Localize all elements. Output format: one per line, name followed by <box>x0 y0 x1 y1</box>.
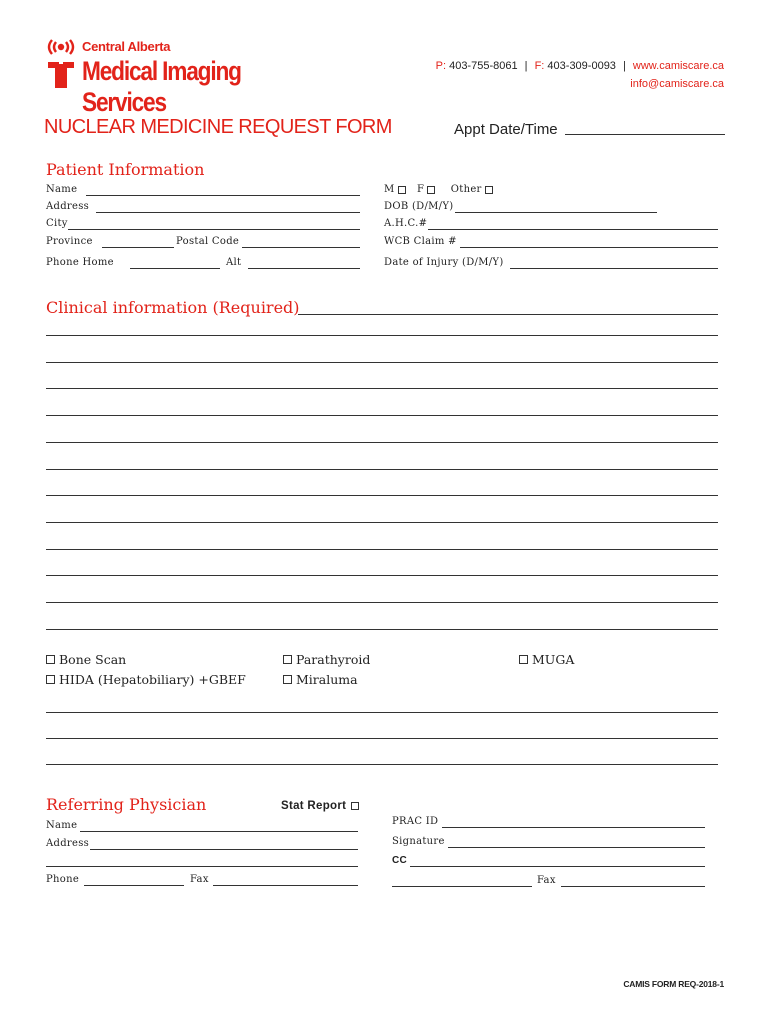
hida-label: HIDA (Hepatobiliary) +GBEF <box>59 672 246 687</box>
clinical-field-line[interactable] <box>46 469 718 470</box>
prac-id-label: PRAC ID <box>392 816 439 827</box>
logo-top-text: Central Alberta <box>82 39 171 54</box>
bone-scan-checkbox[interactable] <box>46 655 55 664</box>
wcb-label: WCB Claim # <box>384 236 457 247</box>
exam-muga[interactable] <box>519 652 574 667</box>
fax-label: F: <box>534 60 545 72</box>
sex-m-checkbox[interactable] <box>398 186 406 194</box>
website-link[interactable]: www.camiscare.ca <box>632 60 724 72</box>
logo-signal-icon <box>44 38 78 56</box>
ahc-field[interactable] <box>428 229 718 230</box>
muga-label: MUGA <box>532 652 575 667</box>
sex-options <box>384 184 493 195</box>
physician-address-label: Address <box>46 838 90 849</box>
patient-alt-label: Alt <box>226 257 242 268</box>
logo-main-text: Medical Imaging Services <box>82 56 241 117</box>
wcb-field[interactable] <box>460 247 718 248</box>
cc-extra-field[interactable] <box>392 886 532 887</box>
physician-fax-field[interactable] <box>213 885 358 886</box>
bone-scan-label: Bone Scan <box>59 652 127 667</box>
separator-1: | <box>524 60 528 72</box>
clinical-section-title: Clinical information (Required) <box>46 298 300 317</box>
patient-province-label: Province <box>46 236 93 247</box>
patient-phone-home-field[interactable] <box>130 268 220 269</box>
sex-other-label: Other <box>450 184 482 195</box>
cc-field[interactable] <box>410 866 705 867</box>
ahc-label: A.H.C.# <box>384 218 428 229</box>
muga-checkbox[interactable] <box>519 655 528 664</box>
sex-other-checkbox[interactable] <box>485 186 493 194</box>
appt-field[interactable] <box>565 134 725 135</box>
patient-city-label: City <box>46 218 68 229</box>
fax-number: 403-309-0093 <box>547 60 616 72</box>
miraluma-checkbox[interactable] <box>283 675 292 684</box>
logo <box>44 38 304 117</box>
dob-label: DOB (D/M/Y) <box>384 201 454 212</box>
clinical-field-line[interactable] <box>46 388 718 389</box>
signature-field[interactable] <box>448 847 705 848</box>
cc-label: CC <box>392 855 408 866</box>
patient-alt-field[interactable] <box>248 268 360 269</box>
physician-address-field[interactable] <box>90 849 358 850</box>
exam-notes-line[interactable] <box>46 738 718 739</box>
exam-hida[interactable] <box>46 672 246 687</box>
patient-section-title: Patient Information <box>46 160 205 179</box>
injury-field[interactable] <box>510 268 718 269</box>
hida-checkbox[interactable] <box>46 675 55 684</box>
clinical-field-line[interactable] <box>46 362 718 363</box>
exam-bone-scan[interactable] <box>46 652 126 667</box>
patient-phone-home-label: Phone Home <box>46 257 114 268</box>
phone-number: 403-755-8061 <box>449 60 518 72</box>
clinical-field-line[interactable] <box>46 335 718 336</box>
exam-parathyroid[interactable] <box>283 652 370 667</box>
exam-notes-line[interactable] <box>46 712 718 713</box>
prac-id-field[interactable] <box>442 827 705 828</box>
physician-phone-field[interactable] <box>84 885 184 886</box>
cc-fax-field[interactable] <box>561 886 705 887</box>
exam-notes-line[interactable] <box>46 764 718 765</box>
clinical-field-line[interactable] <box>46 522 718 523</box>
stat-report-checkbox[interactable] <box>351 802 359 810</box>
patient-address-field[interactable] <box>96 212 360 213</box>
appt-label: Appt Date/Time <box>454 121 558 138</box>
physician-address-field-2[interactable] <box>46 866 358 867</box>
physician-section-title: Referring Physician <box>46 795 207 814</box>
sex-m-label: M <box>384 184 395 195</box>
clinical-field-line[interactable] <box>46 495 718 496</box>
patient-postal-label: Postal Code <box>176 236 240 247</box>
cc-fax-label: Fax <box>537 875 556 886</box>
physician-fax-label: Fax <box>190 874 209 885</box>
logo-figure-icon <box>45 58 77 90</box>
physician-name-label: Name <box>46 820 78 831</box>
patient-name-field[interactable] <box>86 195 360 196</box>
patient-address-label: Address <box>46 201 90 212</box>
clinical-field-line[interactable] <box>46 415 718 416</box>
parathyroid-label: Parathyroid <box>296 652 371 667</box>
stat-report-label: Stat Report <box>281 800 347 812</box>
form-title: NUCLEAR MEDICINE REQUEST FORM <box>44 116 392 138</box>
clinical-field-line[interactable] <box>46 549 718 550</box>
clinical-field-line[interactable] <box>46 575 718 576</box>
clinical-field-line[interactable] <box>46 629 718 630</box>
exam-miraluma[interactable] <box>283 672 358 687</box>
contact-line <box>436 60 724 72</box>
patient-province-field[interactable] <box>102 247 174 248</box>
sex-f-label: F <box>417 184 425 195</box>
physician-name-field[interactable] <box>80 831 358 832</box>
form-code: CAMIS FORM REQ-2018-1 <box>623 979 724 989</box>
sex-f-checkbox[interactable] <box>427 186 435 194</box>
clinical-field-line-0[interactable] <box>298 314 718 315</box>
physician-phone-label: Phone <box>46 874 80 885</box>
signature-label: Signature <box>392 836 445 847</box>
parathyroid-checkbox[interactable] <box>283 655 292 664</box>
clinical-field-line[interactable] <box>46 442 718 443</box>
patient-postal-field[interactable] <box>242 247 360 248</box>
email-link[interactable]: info@camiscare.ca <box>630 78 724 90</box>
phone-label: P: <box>435 60 447 72</box>
stat-report[interactable] <box>281 800 359 812</box>
miraluma-label: Miraluma <box>296 672 358 687</box>
injury-label: Date of Injury (D/M/Y) <box>384 257 504 268</box>
separator-2: | <box>623 60 626 72</box>
patient-city-field[interactable] <box>68 229 360 230</box>
clinical-field-line[interactable] <box>46 602 718 603</box>
dob-field[interactable] <box>455 212 657 213</box>
patient-name-label: Name <box>46 184 78 195</box>
